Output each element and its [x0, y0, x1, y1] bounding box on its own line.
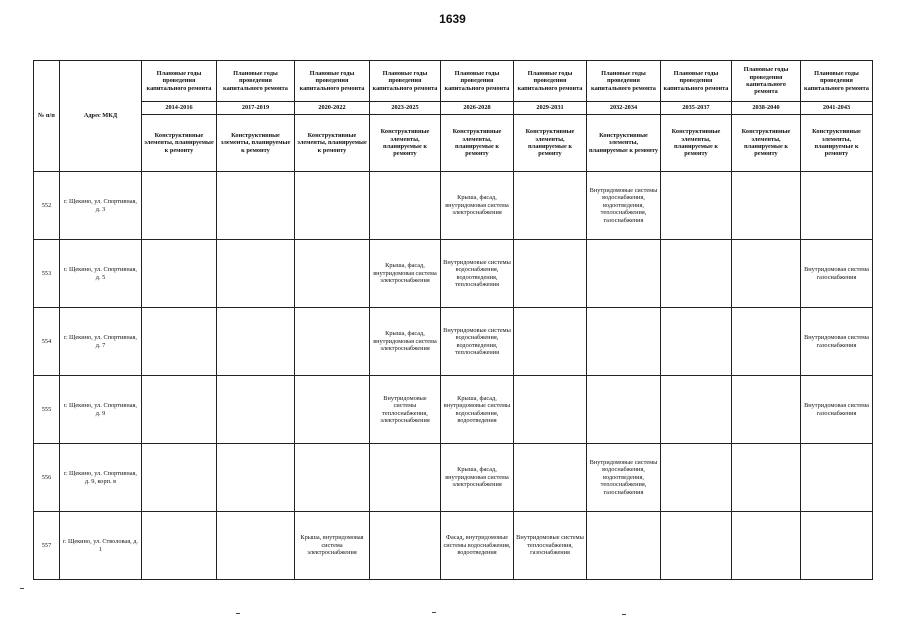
table-row	[34, 376, 873, 444]
row-address: г. Щекино, ул. Спортивная, д. 3	[60, 172, 142, 240]
table-cell: Крыша, фасад, внутридомовая система электроснабжения	[441, 172, 514, 240]
planned-years-header: Плановые годы проведения капитального ремонта	[801, 61, 873, 102]
table-cell: Внутридомовая система газоснабжения	[801, 308, 873, 376]
table-cell	[587, 308, 661, 376]
table-cell	[370, 172, 441, 240]
table-cell: Крыша, внутридомовая система электроснабжения	[295, 512, 370, 580]
table-cell: Крыша, фасад, внутридомовая система электроснабжения	[370, 240, 441, 308]
table-cell	[732, 376, 801, 444]
table-cell: Внутридомовые системы водоснабжения, водоотведения, теплоснабжения	[441, 308, 514, 376]
table-cell	[732, 308, 801, 376]
table-cell	[142, 376, 217, 444]
table-row	[34, 444, 873, 512]
planned-years-header: Плановые годы проведения капитального ремонта	[661, 61, 732, 102]
scan-speck	[432, 612, 436, 613]
row-number: 552	[34, 172, 60, 240]
address-header: Адрес МКД	[60, 61, 142, 172]
table-cell	[370, 444, 441, 512]
table-cell	[514, 172, 587, 240]
scan-speck	[20, 588, 24, 589]
table-cell	[801, 444, 873, 512]
table-cell	[142, 308, 217, 376]
table-cell	[514, 308, 587, 376]
table-cell	[732, 240, 801, 308]
elements-header: Конструктивные элементы, планируемые к ремонту	[142, 115, 217, 172]
table-cell: Крыша, фасад, внутридомовая система электроснабжения	[370, 308, 441, 376]
period-header: 2035-2037	[661, 102, 732, 115]
period-header: 2029-2031	[514, 102, 587, 115]
period-header: 2020-2022	[295, 102, 370, 115]
table-cell	[217, 376, 295, 444]
period-header: 2023-2025	[370, 102, 441, 115]
table-cell	[217, 172, 295, 240]
table-cell	[217, 308, 295, 376]
row-number: 555	[34, 376, 60, 444]
period-header: 2038-2040	[732, 102, 801, 115]
period-header: 2017-2019	[217, 102, 295, 115]
row-address: г. Щекино, ул. Спортивная, д. 7	[60, 308, 142, 376]
table-cell	[295, 308, 370, 376]
period-header: 2032-2034	[587, 102, 661, 115]
table-cell	[370, 512, 441, 580]
table-cell	[801, 512, 873, 580]
row-address: г. Щекино, ул. Спортивная, д. 5	[60, 240, 142, 308]
table-cell	[217, 512, 295, 580]
header-row-periods	[34, 102, 873, 115]
row-number: 553	[34, 240, 60, 308]
table-cell	[732, 172, 801, 240]
planned-years-header: Плановые годы проведения капитального ремонта	[514, 61, 587, 102]
table-cell	[587, 512, 661, 580]
planned-years-header: Плановые годы проведения капитального ремонта	[732, 61, 801, 102]
table-cell	[514, 240, 587, 308]
table-cell	[587, 240, 661, 308]
planned-years-header: Плановые годы проведения капитального ремонта	[142, 61, 217, 102]
table-cell	[732, 444, 801, 512]
period-header: 2041-2043	[801, 102, 873, 115]
table-cell	[295, 376, 370, 444]
header-row-elements	[34, 115, 873, 172]
table-cell	[295, 444, 370, 512]
table-row	[34, 172, 873, 240]
table-cell	[217, 444, 295, 512]
planned-years-header: Плановые годы проведения капитального ремонта	[587, 61, 661, 102]
table-cell	[295, 172, 370, 240]
table-row	[34, 512, 873, 580]
num-header: № п/п	[34, 61, 60, 172]
row-address: г. Щекино, ул. Спортивная, д. 9	[60, 376, 142, 444]
table-cell	[142, 444, 217, 512]
table-cell: Внутридомовая система газоснабжения	[801, 240, 873, 308]
table-cell	[514, 444, 587, 512]
header-row-planned-years	[34, 61, 873, 102]
planned-years-header: Плановые годы проведения капитального ремонта	[217, 61, 295, 102]
table-cell: Внутридомовые системы теплоснабжения, электроснабжения	[370, 376, 441, 444]
table-cell	[142, 240, 217, 308]
table-cell	[661, 308, 732, 376]
row-number: 556	[34, 444, 60, 512]
elements-header: Конструктивные элементы, планируемые к ремонту	[661, 115, 732, 172]
elements-header: Конструктивные элементы, планируемые к ремонту	[732, 115, 801, 172]
table-cell	[295, 240, 370, 308]
planned-years-header: Плановые годы проведения капитального ремонта	[370, 61, 441, 102]
table-cell	[661, 376, 732, 444]
table-row	[34, 240, 873, 308]
scan-speck	[236, 613, 240, 614]
row-address: г. Щекино, ул. Спортивная, д. 9, корп. в	[60, 444, 142, 512]
page-number: 1639	[439, 12, 466, 26]
planned-years-header: Плановые годы проведения капитального ремонта	[295, 61, 370, 102]
table-cell	[661, 512, 732, 580]
row-address: г. Щекино, ул. Стволовая, д. 1	[60, 512, 142, 580]
table-cell: Внутридомовые системы водоснабжения, водоотведения, теплоснабжения, газоснабжения	[587, 444, 661, 512]
elements-header: Конструктивные элементы, планируемые к ремонту	[370, 115, 441, 172]
table-cell	[142, 512, 217, 580]
table-cell	[514, 376, 587, 444]
table-cell	[661, 240, 732, 308]
table-cell	[217, 240, 295, 308]
row-number: 557	[34, 512, 60, 580]
elements-header: Конструктивные элементы, планируемые к ремонту	[441, 115, 514, 172]
capital-repair-schedule-table	[33, 60, 873, 580]
table-cell	[661, 172, 732, 240]
table-cell	[587, 376, 661, 444]
table-cell: Внутридомовые системы водоснабжения, водоотведения, теплоснабжения, газоснабжения	[587, 172, 661, 240]
table-cell: Внутридомовые системы водоснабжения, водоотведения, теплоснабжения	[441, 240, 514, 308]
planned-years-header: Плановые годы проведения капитального ремонта	[441, 61, 514, 102]
period-header: 2026-2028	[441, 102, 514, 115]
table-cell	[142, 172, 217, 240]
elements-header: Конструктивные элементы, планируемые к ремонту	[295, 115, 370, 172]
period-header: 2014-2016	[142, 102, 217, 115]
table-cell: Крыша, фасад, внутридомовые системы водоснабжения, водоотведения	[441, 376, 514, 444]
table-cell: Фасад, внутридомовые системы водоснабжения, водоотведения	[441, 512, 514, 580]
table-cell	[661, 444, 732, 512]
table-cell: Внутридомовая система газоснабжения	[801, 376, 873, 444]
table-cell	[801, 172, 873, 240]
elements-header: Конструктивные элементы, планируемые к ремонту	[801, 115, 873, 172]
table-cell: Крыша, фасад, внутридомовая система электроснабжения	[441, 444, 514, 512]
elements-header: Конструктивные элементы, планируемые к ремонту	[587, 115, 661, 172]
elements-header: Конструктивные элементы, планируемые к ремонту	[217, 115, 295, 172]
elements-header: Конструктивные элементы, планируемые к ремонту	[514, 115, 587, 172]
table-cell	[732, 512, 801, 580]
table-row	[34, 308, 873, 376]
table-cell: Внутридомовые системы теплоснабжения, газоснабжения	[514, 512, 587, 580]
row-number: 554	[34, 308, 60, 376]
scan-speck	[622, 614, 626, 615]
